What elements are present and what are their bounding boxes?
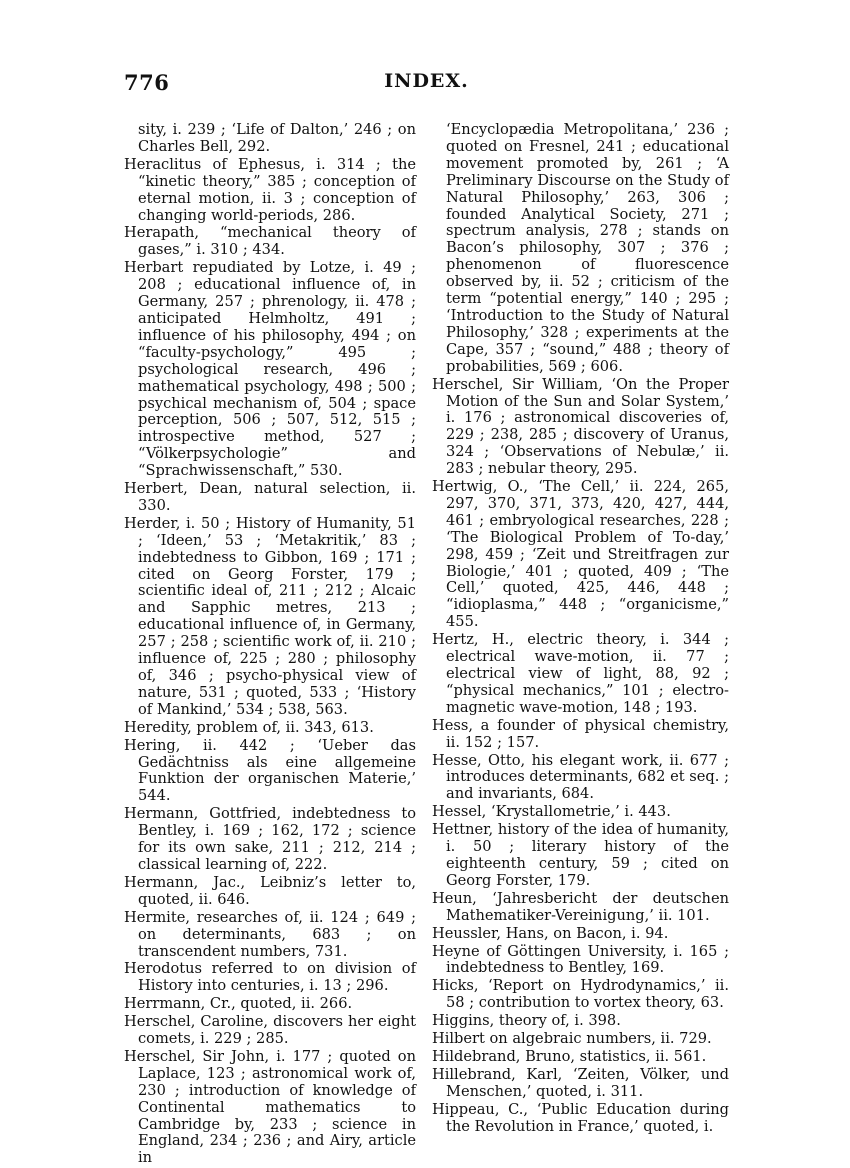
index-entry: Higgins, theory of, i. 398. [432,1012,621,1030]
index-entry: Herrmann, Cr., quoted, ii. 266. [124,995,353,1013]
index-entry: Herbart repudiated by Lotze, i. 49 ; 208 ; educational influence of, in Germany, 257 ; phrenology, ii. 478 ; anticipated Helmholtz, 491 ; influence of his philosophy, 494 ; on “faculty-psychology,” 495 ; psychological research, 496 ; mathematical psychology, 498 ; 500 ; psychical mechanism of, 504 ; space perception, 506 ; 507, 512, 515 ; introspective method, 527 ; “Völkerpsychologie” and “Sprachwissenschaft,” 530. [124,259,416,480]
index-entry: Hippeau, C., ‘Public Education during the Revolution in France,’ quoted, i. [432,1100,729,1135]
index-entry: Herapath, “mechanical theory of gases,” i. 310 ; 434. [124,224,416,259]
index-entry: Heraclitus of Ephesus, i. 314 ; the “kinetic theory,” 385 ; conception of eternal motion, ii. 3 ; conception of changing world-periods, 286. [124,155,416,224]
page-number: 776 [124,70,170,95]
index-entry: Heussler, Hans, on Bacon, i. 94. [432,924,669,942]
index-entry: Hertz, H., electric theory, i. 344 ; electrical wave-motion, ii. 77 ; electrical view of light, 88, 92 ; “physical mechanics,” 101 ; electro-magnetic wave-motion, 148 ; 193. [432,631,729,716]
index-entry: Hering, ii. 442 ; ‘Ueber das Gedächtniss als eine allgemeine Funktion der organischen Materie,’ 544. [124,736,416,805]
index-entry: Heun, ‘Jahresbericht der deutschen Mathematiker-Vereinigung,’ ii. 101. [432,889,729,924]
index-entry: Hertwig, O., ‘The Cell,’ ii. 224, 265, 297, 370, 371, 373, 420, 427, 444, 461 ; embryological researches, 228 ; ‘The Biological Problem of To-day,’ 298, 459 ; ‘Zeit und Streitfragen zur Biologie,’ 401 ; quoted, 409 ; ‘The Cell,’ quoted, 425, 446, 448 ; “idioplasma,” 448 ; “organicisme,” 455. [432,478,729,631]
index-entry: Hess, a founder of physical chemistry, ii. 152 ; 157. [432,716,729,751]
index-entry: Herodotus referred to on division of History into centuries, i. 13 ; 296. [124,960,416,995]
index-entry-continued: ‘Encyclopædia Metropolitana,’ 236 ; quoted on Fresnel, 241 ; educational movement promoted by, 261 ; ‘A Preliminary Discourse on the Study of Natural Philosophy,’ 263, 306 ; founded Analytical Society, 271 ; spectrum analysis, 278 ; stands on Bacon’s philosophy, 307 ; 376 ; phenomenon of fluorescence observed by, ii. 52 ; criticism of the term “potential energy,” 140 ; 295 ; ‘Introduction to the Study of Natural Philosophy,’ 328 ; experiments at the Cape, 357 ; “sound,” 488 ; theory of probabilities, 569 ; 606. [446,121,729,375]
index-entry: Herder, i. 50 ; History of Humanity, 51 ; ‘Ideen,’ 53 ; ‘Metakritik,’ 83 ; indebtedness to Gibbon, 169 ; 171 ; cited on Georg Forster, 179 ; scientific ideal of, 211 ; 212 ; Alcaic and Sapphic metres, 213 ; educational influence of, in Germany, 257 ; 258 ; scientific work of, ii. 210 ; influence of, 225 ; 280 ; philosophy of, 346 ; psycho-physical view of nature, 531 ; quoted, 533 ; ‘History of Mankind,’ 534 ; 538, 563. [124,514,416,718]
index-entry-continued: sity, i. 239 ; ‘Life of Dalton,’ 246 ; on Charles Bell, 292. [138,121,416,155]
index-entry: Hermann, Jac., Leibniz’s letter to, quoted, ii. 646. [124,873,416,908]
index-entry: Hildebrand, Bruno, statistics, ii. 561. [432,1047,707,1065]
index-entry: Herbert, Dean, natural selection, ii. 330. [124,480,416,514]
index-entry: Hermite, researches of, ii. 124 ; 649 ; on determinants, 683 ; on transcendent numbers, 731. [124,908,416,960]
index-entry: Herschel, Sir William, ‘On the Proper Motion of the Sun and Solar System,’ i. 176 ; astronomical discoveries of, 229 ; 238, 285 ; discovery of Uranus, 324 ; ‘Observations of Nebulæ,’ ii. 283 ; nebular theory, 295. [432,375,729,478]
index-entry: Hermann, Gottfried, indebtedness to Bentley, i. 169 ; 162, 172 ; science for its own sake, 211 ; 212, 214 ; classical learning of, 222. [124,805,416,873]
index-column-right [432,122,729,1136]
index-entry: Heyne of Göttingen University, i. 165 ; indebtedness to Bentley, 169. [432,942,729,977]
index-entry: Herschel, Caroline, discovers her eight comets, i. 229 ; 285. [124,1013,416,1048]
page-header [124,70,729,100]
index-entry: Hilbert on algebraic numbers, ii. 729. [432,1030,712,1048]
index-entry: Hicks, ‘Report on Hydrodynamics,’ ii. 58 ; contribution to vortex theory, 63. [432,977,729,1012]
index-entry: Heredity, problem of, ii. 343, 613. [124,718,374,736]
index-entry: Hillebrand, Karl, ‘Zeiten, Völker, und Menschen,’ quoted, i. 311. [432,1065,729,1100]
index-entry: Hessel, ‘Krystallometrie,’ i. 443. [432,803,671,821]
index-entry: Hettner, history of the idea of humanity, i. 50 ; literary history of the eighteenth century, 59 ; cited on Georg Forster, 179. [432,821,729,889]
index-entry: Herschel, Sir John, i. 177 ; quoted on Laplace, 123 ; astronomical work of, 230 ; introduction of knowledge of Continental mathematics to Cambridge by, 233 ; science in England, 234 ; 236 ; and Airy, article in [124,1047,416,1167]
index-entry: Hesse, Otto, his elegant work, ii. 677 ; introduces determinants, 682 et seq. ; and invariants, 684. [432,751,729,803]
index-column-left [124,122,416,1168]
running-head: INDEX. [384,70,469,92]
